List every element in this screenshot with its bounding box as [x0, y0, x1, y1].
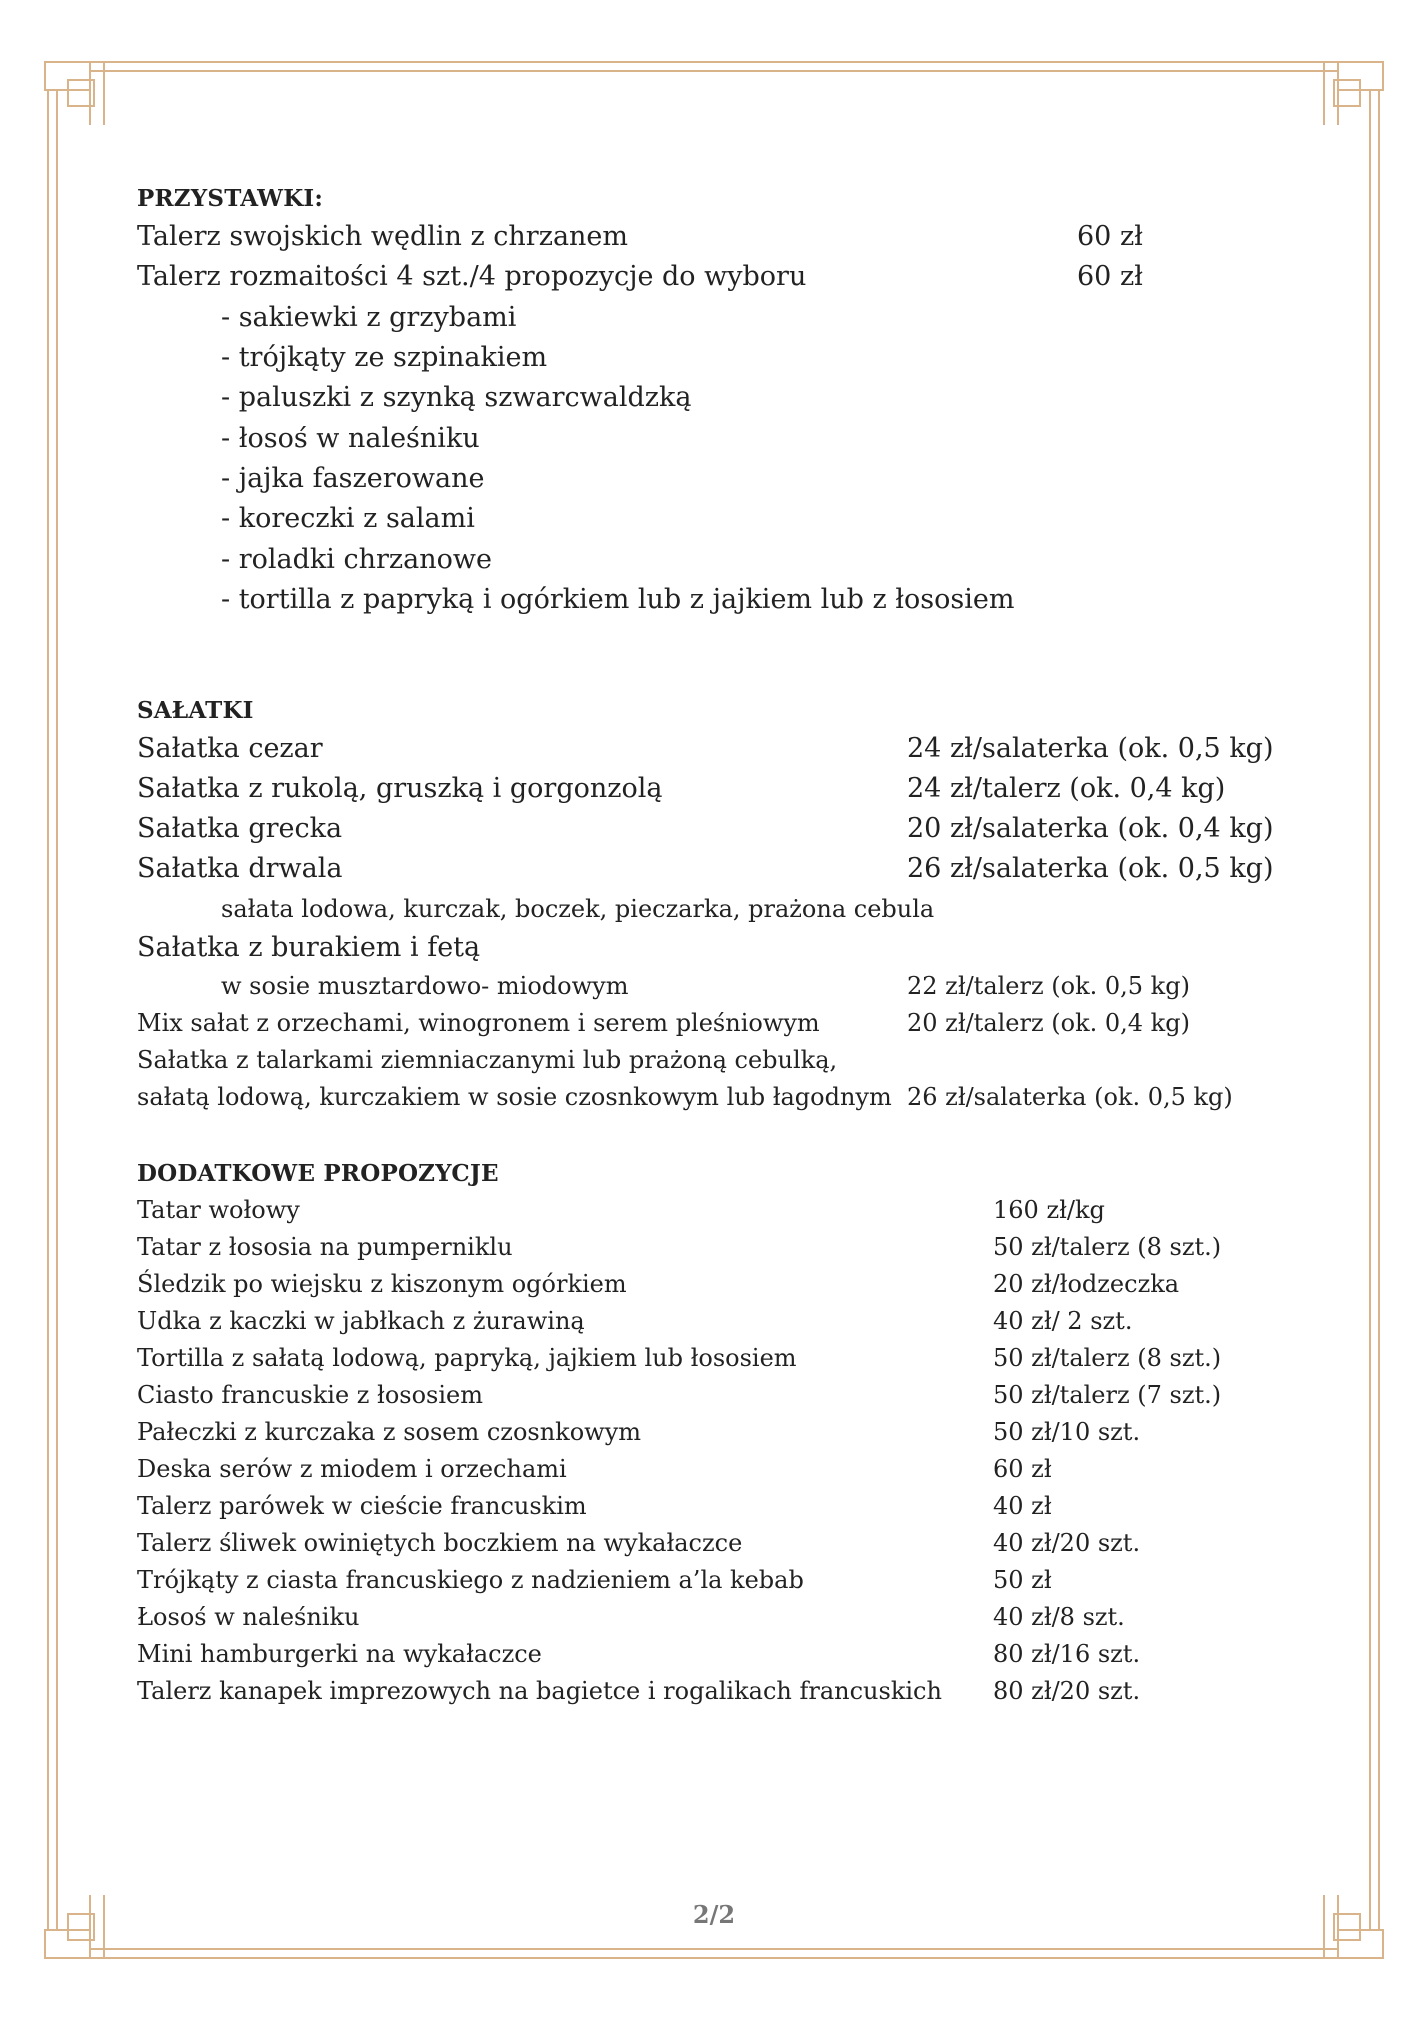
option-item: - paluszki z szynką szwarcwaldzką — [221, 382, 692, 413]
menu-item-name: Talerz śliwek owiniętych boczkiem na wykałaczce — [137, 1529, 743, 1557]
menu-item-price: 50 zł/talerz (7 szt.) — [993, 1381, 1222, 1409]
menu-item-name: Tatar z łososia na pumperniklu — [137, 1233, 513, 1261]
menu-item-price: 80 zł/16 szt. — [993, 1640, 1141, 1668]
menu-item-name: Śledzik po wiejsku z kiszonym ogórkiem — [137, 1270, 627, 1298]
menu-item-name: Udka z kaczki w jabłkach z żurawiną — [137, 1307, 585, 1335]
option-item: - łosoś w naleśniku — [221, 423, 480, 454]
menu-item-price: 26 zł/salaterka (ok. 0,5 kg) — [907, 1083, 1233, 1111]
menu-item-name: Talerz swojskich wędlin z chrzanem — [137, 221, 629, 252]
menu-item-name: Deska serów z miodem i orzechami — [137, 1455, 567, 1483]
menu-item-price: 40 zł/20 szt. — [993, 1529, 1141, 1557]
menu-item-price: 40 zł — [993, 1492, 1052, 1520]
menu-item-name: Sałatka z rukolą, gruszką i gorgonzolą — [137, 773, 663, 804]
menu-item-name: sałatą lodową, kurczakiem w sosie czosnkowym lub łagodnym — [137, 1083, 892, 1111]
menu-item-price: 50 zł/10 szt. — [993, 1418, 1141, 1446]
menu-item-price: 40 zł/8 szt. — [993, 1603, 1125, 1631]
item-description: w sosie musztardowo- miodowym — [221, 972, 629, 1000]
item-description: sałata lodowa, kurczak, boczek, pieczarka, prażona cebula — [221, 895, 935, 923]
page-number: 2/2 — [692, 1900, 736, 1929]
menu-item-name: Mini hamburgerki na wykałaczce — [137, 1640, 542, 1668]
menu-item-name: Talerz rozmaitości 4 szt./4 propozycje do wyboru — [137, 261, 807, 292]
menu-item-name: Sałatka grecka — [137, 813, 343, 844]
option-item: - roladki chrzanowe — [221, 544, 492, 575]
menu-item-name: Sałatka cezar — [137, 733, 323, 764]
menu-item-price: 24 zł/salaterka (ok. 0,5 kg) — [907, 733, 1274, 764]
menu-item-price: 26 zł/salaterka (ok. 0,5 kg) — [907, 853, 1274, 884]
menu-item-price: 50 zł/talerz (8 szt.) — [993, 1233, 1222, 1261]
menu-item-name: Sałatka z talarkami ziemniaczanymi lub prażoną cebulką, — [137, 1046, 838, 1074]
menu-item-price: 20 zł/salaterka (ok. 0,4 kg) — [907, 813, 1274, 844]
menu-item-name: Ciasto francuskie z łososiem — [137, 1381, 483, 1409]
menu-item-name: Talerz kanapek imprezowych na bagietce i rogalikach francuskich — [137, 1677, 942, 1705]
menu-item-price: 60 zł — [1077, 221, 1143, 252]
menu-item-name: Pałeczki z kurczaka z sosem czosnkowym — [137, 1418, 642, 1446]
option-item: - sakiewki z grzybami — [221, 302, 517, 333]
option-item: - koreczki z salami — [221, 503, 475, 534]
menu-item-price: 60 zł — [1077, 261, 1143, 292]
menu-item-price: 24 zł/talerz (ok. 0,4 kg) — [907, 773, 1226, 804]
menu-item-price: 160 zł/kg — [993, 1196, 1105, 1224]
section-heading-dodatkowe: DODATKOWE PROPOZYCJE — [137, 1160, 499, 1187]
menu-item-name: Trójkąty z ciasta francuskiego z nadzieniem a’la kebab — [137, 1566, 804, 1594]
menu-item-price: 50 zł/talerz (8 szt.) — [993, 1344, 1222, 1372]
menu-item-price: 40 zł/ 2 szt. — [993, 1307, 1133, 1335]
menu-item-name: Łosoś w naleśniku — [137, 1603, 360, 1631]
menu-item-name: Sałatka drwala — [137, 853, 343, 884]
option-item: - trójkąty ze szpinakiem — [221, 342, 548, 373]
menu-item-price: 50 zł — [993, 1566, 1052, 1594]
menu-item-name: Tortilla z sałatą lodową, papryką, jajkiem lub łososiem — [137, 1344, 797, 1372]
menu-item-name: Mix sałat z orzechami, winogronem i serem pleśniowym — [137, 1009, 820, 1037]
option-item: - jajka faszerowane — [221, 463, 485, 494]
menu-item-price: 20 zł/talerz (ok. 0,4 kg) — [907, 1009, 1190, 1037]
option-item: - tortilla z papryką i ogórkiem lub z jajkiem lub z łososiem — [221, 584, 1015, 615]
menu-item-price: 22 zł/talerz (ok. 0,5 kg) — [907, 972, 1190, 1000]
menu-item-price: 80 zł/20 szt. — [993, 1677, 1141, 1705]
menu-item-name: Sałatka z burakiem i fetą — [137, 932, 481, 963]
menu-item-name: Talerz parówek w cieście francuskim — [137, 1492, 587, 1520]
menu-item-price: 20 zł/łodzeczka — [993, 1270, 1180, 1298]
section-heading-przystawki: PRZYSTAWKI: — [137, 185, 324, 212]
section-heading-salatki: SAŁATKI — [137, 697, 254, 724]
menu-item-name: Tatar wołowy — [137, 1196, 300, 1224]
menu-item-price: 60 zł — [993, 1455, 1052, 1483]
